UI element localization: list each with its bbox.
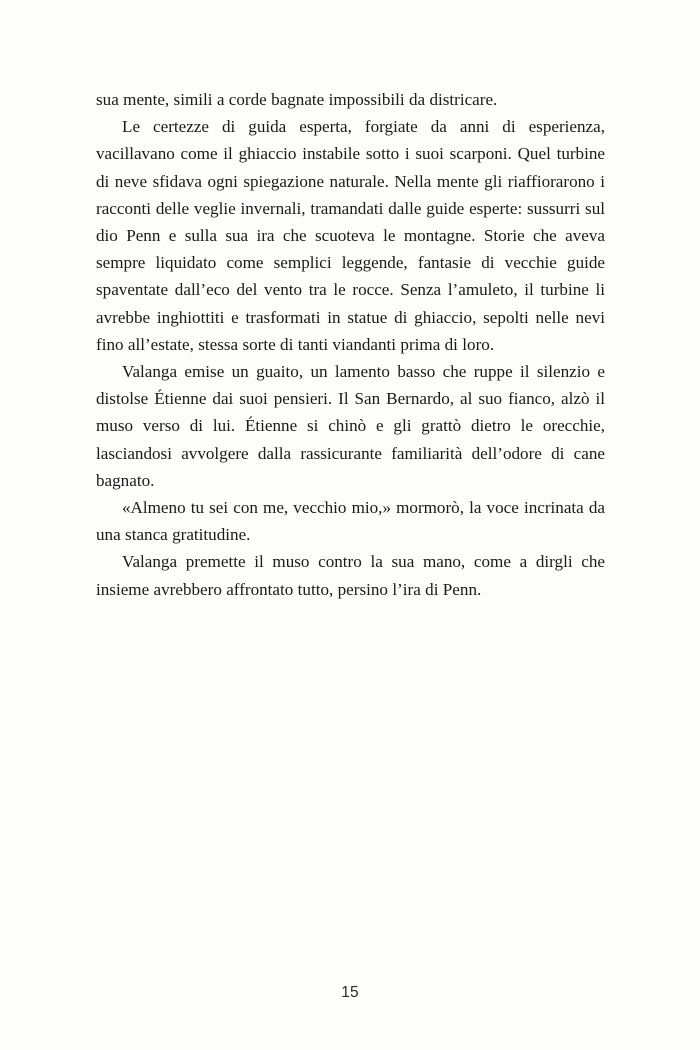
paragraph: Valanga premette il muso contro la sua mano, come a dirgli che insieme avrebbero affrontato tutto, persino l’ira di Penn.	[96, 552, 605, 599]
page-number: 15	[341, 984, 359, 1001]
paragraph: «Almeno tu sei con me, vecchio mio,» mormorò, la voce incrinata da una stanca gratitudine.	[96, 498, 605, 545]
paragraph: Valanga emise un guaito, un lamento basso che ruppe il silenzio e distolse Étienne dai suoi pensieri. Il San Bernardo, al suo fianco, alzò il muso verso di lui. Étienne si chinò e gli grattò dietro le orecchie, lasciandosi avvolgere dalla rassicurante familiarità dell’odore di cane bagnato.	[96, 362, 605, 490]
body-text-block	[96, 86, 605, 603]
paragraph: Le certezze di guida esperta, forgiate da anni di esperienza, vacillavano come il ghiaccio instabile sotto i suoi scarponi. Quel turbine di neve sfidava ogni spiegazione naturale. Nella mente gli riaffiorarono i racconti delle veglie invernali, tramandati dalle guide esperte: sussurri sul dio Penn e sulla sua ira che scuoteva le montagne. Storie che aveva sempre liquidato come semplici leggende, fantasie di vecchie guide spaventate dall’eco del vento tra le rocce. Senza l’amuleto, il turbine li avrebbe inghiottiti e trasformati in statue di ghiaccio, sepolti nelle nevi fino all’estate, stessa sorte di tanti viandanti prima di loro.	[96, 117, 605, 354]
paragraph-continuation: sua mente, simili a corde bagnate impossibili da districare.	[96, 90, 498, 109]
